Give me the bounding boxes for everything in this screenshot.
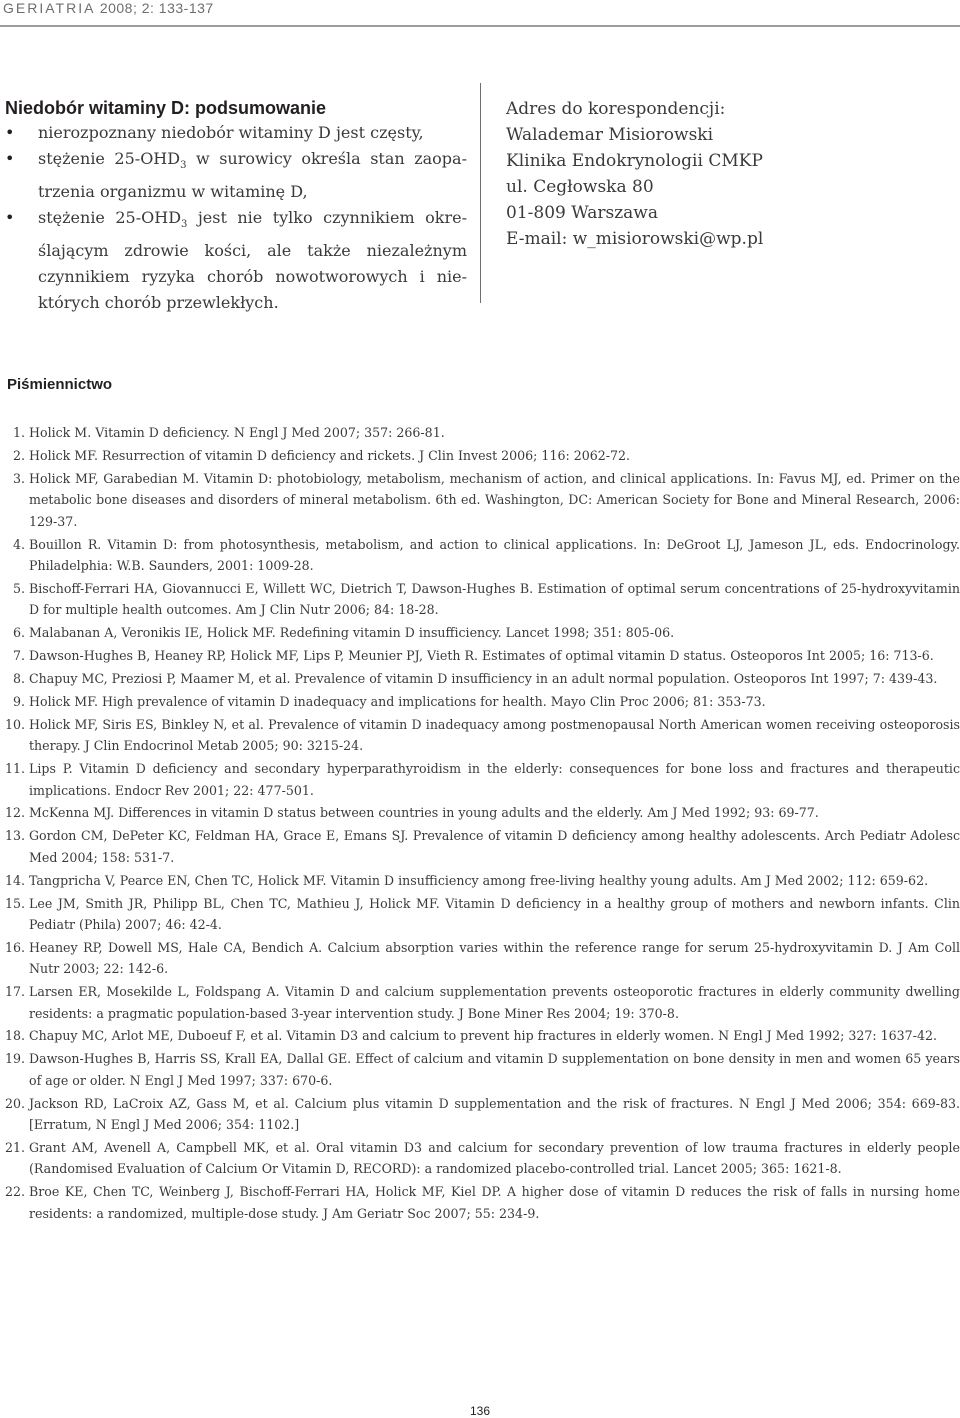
reference-text: Bischoff-Ferrari HA, Giovannucci E, Willett WC, Dietrich T, Dawson-Hughes B. Estimation of optimal serum concentrations of 25-hydroxyvitamin D for multiple health outcomes. Am J Clin Nutr 2006; 84: 18-28. [29,580,960,618]
reference-number: 13. [5,828,26,844]
reference-text: Dawson-Hughes B, Harris SS, Krall EA, Dallal GE. Effect of calcium and vitamin D supplementation on bone density in men and women 65 years of age or older. N Engl J Med 1997; 337: 670-6. [29,1051,960,1088]
reference-item [5,981,960,1024]
reference-item [5,825,960,868]
reference-number: 18. [5,1028,26,1044]
reference-text: Holick M. Vitamin D deficiency. N Engl J Med 2007; 357: 266-81. [29,425,445,440]
reference-item [5,691,960,712]
reference-text: Malabanan A, Veronikis IE, Holick MF. Redefining vitamin D insufficiency. Lancet 1998; 351: 805-06. [29,625,675,641]
reference-text: Tangpricha V, Pearce EN, Chen TC, Holick MF. Vitamin D insufficiency among free-living healthy young adults. Am J Med 2002; 112: 659-62. [29,872,929,888]
reference-number: 2. [12,447,25,463]
reference-number: 17. [5,984,26,1000]
reference-number: 22. [5,1184,26,1200]
reference-number: 19. [5,1051,26,1067]
address-email: E-mail: w_misiorowski@wp.pl [506,229,764,249]
bullet-icon: • [5,149,15,168]
reference-number: 6. [12,625,25,641]
reference-number: 8. [12,670,25,686]
reference-item [5,534,960,577]
reference-number: 16. [5,939,26,955]
bullet-icon: • [5,123,15,142]
reference-number: 1. [12,425,25,440]
reference-number: 20. [5,1095,26,1111]
header-rule [0,25,960,27]
reference-text: Grant AM, Avenell A, Campbell MK, et al. Oral vitamin D3 and calcium for secondary prevention of low trauma fractures in elderly people (Randomised Evaluation of Calcium Or Vitamin D, RECORD): a randomized placebo-controlled trial. Lancet 2005; 365: 1621-8. [29,1140,960,1177]
reference-item [5,1025,960,1046]
reference-number: 4. [12,536,25,552]
reference-text: Heaney RP, Dowell MS, Hale CA, Bendich A. Calcium absorption varies within the reference range for serum 25-hydroxyvitamin D. J Am Coll Nutr 2003; 22: 142-6. [29,939,960,977]
reference-item [5,1137,960,1180]
address-name: Walademar Misiorowski [506,125,714,145]
journal-name: GERIATRIA [3,0,96,16]
reference-item [5,645,960,666]
reference-item [5,714,960,757]
reference-number: 11. [5,761,26,777]
summary-list [5,120,467,316]
address-institution: Klinika Endokrynologii CMKP [506,151,763,171]
reference-text: Gordon CM, DePeter KC, Feldman HA, Grace E, Emans SJ. Prevalence of vitamin D deficiency among healthy adolescents. Arch Pediatr Adolesc Med 2004; 158: 531-7. [29,828,960,865]
reference-item [5,445,960,466]
reference-text: Holick MF. High prevalence of vitamin D inadequacy and implications for health. Mayo Clin Proc 2006; 81: 353-73. [29,693,766,709]
reference-item [5,1181,960,1224]
reference-text: Lips P. Vitamin D deficiency and secondary hyperparathyroidism in the elderly: consequences for bone loss and fractures and therapeutic implications. Endocr Rev 2001; 22: 477-501. [29,761,960,798]
summary-title: Niedobór witaminy D: podsumowanie [5,98,327,118]
reference-text: McKenna MJ. Differences in vitamin D status between countries in young adults and the elderly. Am J Med 1992; 93: 69-77. [29,805,819,821]
reference-number: 3. [12,470,25,486]
summary-item: • nierozpoznany niedobór witaminy D jest częsty, [5,120,467,146]
journal-citation: 2008; 2: 133-137 [99,0,214,16]
references-list [5,422,960,1226]
reference-item [5,578,960,621]
reference-text: Holick MF, Garabedian M. Vitamin D: photobiology, metabolism, mechanism of action, and clinical applications. In: Favus MJ, ed. Primer on the metabolic bone diseases and disorders of mineral metabolism. 6th ed. Washington, DC: American Society for Bone and Mineral Research, 2006: 129-37. [29,470,960,529]
summary-item: • stężenie $25-OHD_3$ jest nie tylko czynnikiem okre- ślającym zdrowie kości, ale także niezależnym czynnikiem ryzyka chorób nowotworowych i nie- których chorób przewlekłych. [5,205,467,316]
summary-item: • stężenie $25-OHD_3$ w surowicy określa stan zaopa- trzenia organizmu w witaminę D, [5,146,467,205]
address-postal: 01-809 Warszawa [506,203,658,223]
reference-item [5,893,960,936]
reference-number: 14. [5,872,26,888]
reference-item [5,802,960,823]
address-label: Adres do korespondencji: [506,99,726,119]
reference-text: Chapuy MC, Preziosi P, Maamer M, et al. Prevalence of vitamin D insufficiency in an adult normal population. Osteoporos Int 1997; 7: 439-43. [29,670,938,686]
reference-number: 5. [12,580,25,596]
reference-number: 9. [12,693,25,709]
reference-item [5,422,960,443]
reference-text: Dawson-Hughes B, Heaney RP, Holick MF, Lips P, Meunier PJ, Vieth R. Estimates of optimal vitamin D status. Osteoporos Int 2005; 16: 713-6. [29,648,934,664]
reference-item [5,1093,960,1136]
reference-item [5,668,960,689]
reference-text: Holick MF. Resurrection of vitamin D deficiency and rickets. J Clin Invest 2006; 116: 2062-72. [29,447,631,463]
reference-item [5,758,960,801]
reference-item [5,937,960,980]
reference-item [5,622,960,643]
reference-text: Larsen ER, Mosekilde L, Foldspang A. Vitamin D and calcium supplementation prevents osteoporotic fractures in elderly community dwelling residents: a pragmatic population-based 3-year intervention study. J Bone Miner Res 2004; 19: 370-8. [29,984,960,1021]
reference-item [5,870,960,891]
reference-text: Chapuy MC, Arlot ME, Duboeuf F, et al. Vitamin D3 and calcium to prevent hip fractures in elderly women. N Engl J Med 1992; 327: 1637-42. [29,1028,937,1044]
reference-text: Bouillon R. Vitamin D: from photosynthesis, metabolism, and action to clinical applications. In: DeGroot LJ, Jameson JL, eds. Endocrinology. Philadelphia: W.B. Saunders, 2001: 1009-28. [29,536,960,573]
reference-number: 15. [5,895,26,911]
reference-number: 7. [12,648,25,664]
page-number: 136 [470,1404,491,1418]
column-divider [480,83,481,303]
reference-number: 12. [5,805,26,821]
reference-text: Holick MF, Siris ES, Binkley N, et al. Prevalence of vitamin D inadequacy among postmenopausal North American women receiving osteoporosis therapy. J Clin Endocrinol Metab 2005; 90: 3215-24. [29,716,960,754]
reference-number: 10. [5,716,26,732]
address-street: ul. Cegłowska 80 [506,177,654,197]
running-head [3,0,214,16]
bullet-icon: • [5,208,15,228]
references-heading: Piśmiennictwo [7,376,113,393]
reference-text: Broe KE, Chen TC, Weinberg J, Bischoff-Ferrari HA, Holick MF, Kiel DP. A higher dose of vitamin D reduces the risk of falls in nursing home residents: a randomized, multiple-dose study. J Am Geriatr Soc 2007; 55: 234-9. [29,1184,960,1221]
reference-text: Lee JM, Smith JR, Philipp BL, Chen TC, Mathieu J, Holick MF. Vitamin D deficiency in a healthy group of mothers and newborn infants. Clin Pediatr (Phila) 2007; 46: 42-4. [29,895,960,932]
reference-item [5,1048,960,1091]
summary-box [5,96,467,316]
reference-text: Jackson RD, LaCroix AZ, Gass M, et al. Calcium plus vitamin D supplementation and the risk of fractures. N Engl J Med 2006; 354: 669-83. [Erratum, N Engl J Med 2006; 354: 1102.] [29,1095,960,1133]
reference-number: 21. [5,1140,26,1155]
reference-item [5,468,960,532]
correspondence-address [506,96,763,252]
